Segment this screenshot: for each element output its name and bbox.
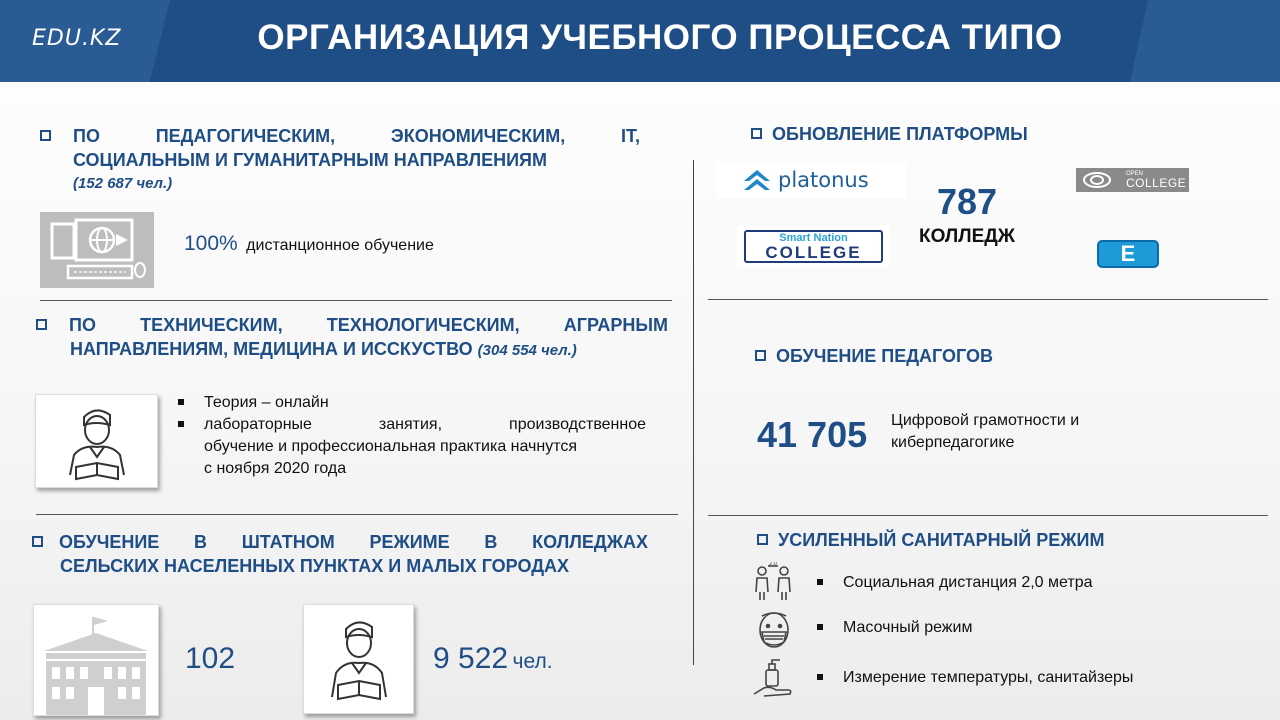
colleges-count: 787 bbox=[936, 181, 998, 222]
rural-students-count: 9 522 bbox=[433, 642, 509, 675]
teachers-desc-line2: киберпедагогике bbox=[891, 434, 1015, 451]
open-college-bottom: COLLEGE bbox=[1126, 176, 1187, 190]
colleges-stat bbox=[912, 182, 1022, 248]
face-mask-icon bbox=[754, 610, 794, 650]
divider bbox=[708, 299, 1268, 300]
section3-line1: ОБУЧЕНИЕ В ШТАТНОМ РЕЖИМЕ В КОЛЛЕДЖАХ bbox=[59, 532, 648, 552]
sanitizer-icon bbox=[752, 658, 794, 698]
checkbox-square-icon bbox=[32, 536, 43, 547]
sanitary-item-mask: Масочный режим bbox=[815, 617, 1235, 667]
checkbox-square-icon bbox=[755, 350, 766, 361]
sanitary-item-distance: Социальная дистанция 2,0 метра bbox=[815, 572, 1235, 617]
remote-label: дистанционное обучение bbox=[246, 237, 434, 254]
edu-kz-logo[interactable]: EDU.KZ bbox=[32, 26, 122, 51]
bullet-practice-line1: лабораторные занятия, производственное bbox=[204, 416, 646, 433]
teachers-heading bbox=[755, 344, 993, 368]
section1-line1: ПО ПЕДАГОГИЧЕСКИМ, ЭКОНОМИЧЕСКИМ, IT, bbox=[73, 126, 640, 146]
divider bbox=[708, 515, 1268, 516]
section2-line2: НАПРАВЛЕНИЯМ, МЕДИЦИНА И ИССКУСТВО bbox=[70, 339, 473, 359]
smartnation-college-logo[interactable] bbox=[737, 226, 890, 267]
bullet-theory: Теория – онлайн bbox=[176, 392, 646, 414]
e-platform-logo[interactable]: E bbox=[1097, 240, 1159, 268]
open-college-top: OPEN bbox=[1126, 171, 1144, 177]
platform-title: ОБНОВЛЕНИЕ ПЛАТФОРМЫ bbox=[772, 124, 1028, 144]
rural-colleges-count: 102 bbox=[185, 642, 236, 675]
divider bbox=[36, 514, 678, 515]
remote-percent: 100% bbox=[184, 232, 238, 255]
section2-count: (304 554 чел.) bbox=[477, 342, 577, 359]
social-distance-icon bbox=[752, 562, 794, 602]
section1-heading bbox=[40, 124, 640, 196]
teachers-desc-line1: Цифровой грамотности и bbox=[891, 412, 1080, 429]
platonus-logo[interactable] bbox=[716, 162, 906, 198]
sanitary-item-temperature: Измерение температуры, санитайзеры bbox=[815, 667, 1235, 689]
rural-students-unit: чел. bbox=[512, 650, 553, 673]
page-title: ОРГАНИЗАЦИЯ УЧЕБНОГО ПРОЦЕССА ТИПО bbox=[257, 18, 1063, 57]
student-reading-icon bbox=[35, 394, 158, 488]
vertical-divider bbox=[693, 160, 694, 665]
platonus-text: platonus bbox=[778, 168, 869, 192]
checkbox-square-icon bbox=[757, 534, 768, 545]
smartnation-bottom: COLLEGE bbox=[765, 243, 862, 262]
colleges-label: КОЛЛЕДЖ bbox=[919, 226, 1015, 247]
teachers-description bbox=[891, 410, 1151, 454]
teachers-count: 41 705 bbox=[757, 414, 868, 455]
college-building-icon bbox=[33, 604, 159, 716]
checkbox-square-icon bbox=[36, 319, 47, 330]
checkbox-square-icon bbox=[751, 128, 762, 139]
section3-heading bbox=[32, 530, 648, 578]
divider bbox=[40, 300, 672, 301]
section1-line2: СОЦИАЛЬНЫМ И ГУМАНИТАРНЫМ НАПРАВЛЕНИЯМ bbox=[73, 150, 547, 170]
bullet-practice-line3: с ноября 2020 года bbox=[204, 460, 347, 477]
section3-line2: СЕЛЬСКИХ НАСЕЛЕННЫХ ПУНКТАХ И МАЛЫХ ГОРОДАХ bbox=[60, 556, 570, 576]
open-college-logo[interactable] bbox=[1076, 168, 1189, 192]
platonus-chevron-icon bbox=[742, 167, 772, 193]
smartnation-top: Smart Nation bbox=[779, 232, 848, 244]
computer-globe-icon bbox=[40, 212, 154, 288]
teachers-title: ОБУЧЕНИЕ ПЕДАГОГОВ bbox=[776, 346, 993, 366]
section2-bullets bbox=[176, 392, 646, 480]
bullet-practice-line2: обучение и профессиональная практика начнутся bbox=[204, 438, 578, 455]
rural-students-stat bbox=[433, 642, 553, 676]
sanitary-title: УСИЛЕННЫЙ САНИТАРНЫЙ РЕЖИМ bbox=[778, 530, 1105, 550]
bullet-practice bbox=[176, 414, 646, 480]
distance-label: 2.0 bbox=[769, 562, 777, 567]
section2-line1: ПО ТЕХНИЧЕСКИМ, ТЕХНОЛОГИЧЕСКИМ, АГРАРНЫМ bbox=[69, 315, 668, 335]
section1-count: (152 687 чел.) bbox=[73, 175, 173, 192]
section2-heading bbox=[36, 313, 668, 363]
platform-heading bbox=[751, 122, 1028, 146]
remote-learning-stat bbox=[184, 232, 434, 256]
sanitary-heading bbox=[757, 528, 1104, 552]
checkbox-square-icon bbox=[40, 130, 51, 141]
student-reading-icon bbox=[303, 604, 414, 714]
sanitary-list bbox=[815, 572, 1235, 689]
open-college-swoosh-icon bbox=[1082, 171, 1112, 189]
